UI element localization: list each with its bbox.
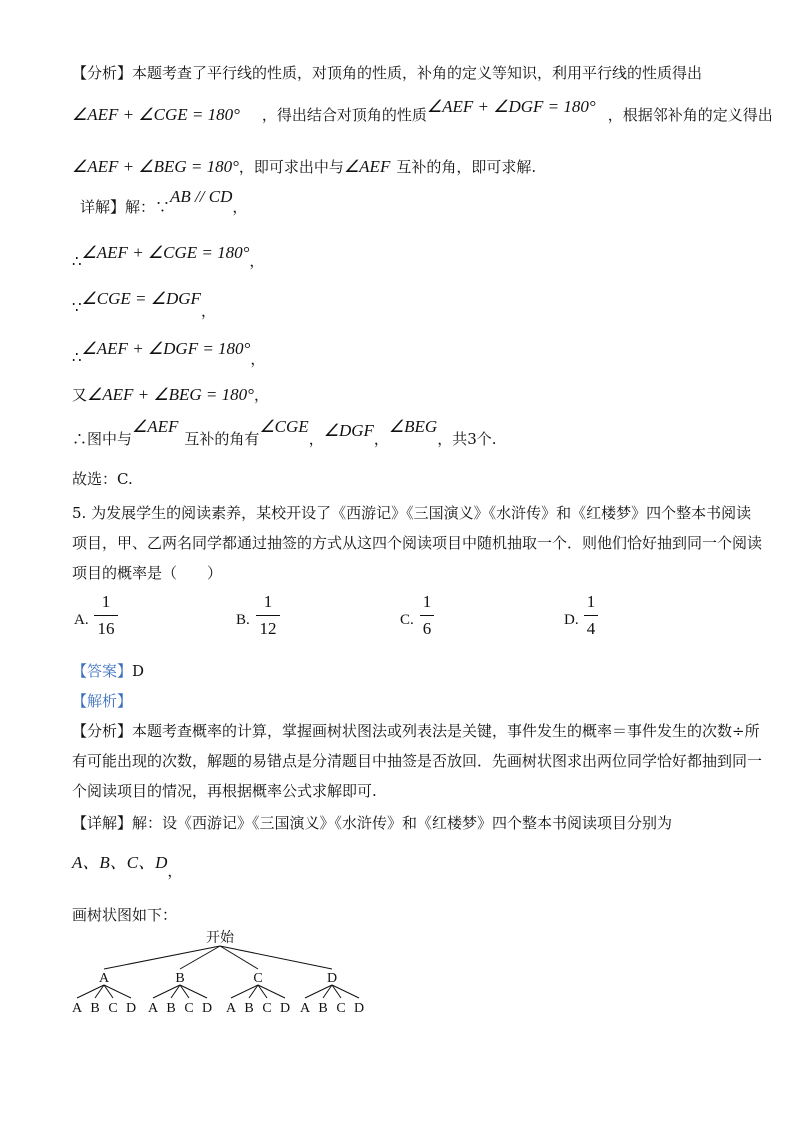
option-b-den: 12 <box>259 619 277 638</box>
step1-equation: ∠AEF + ∠CGE = 180° <box>81 243 250 262</box>
analysis-text-mid1: ，得出结合对顶角的性质 <box>261 106 427 124</box>
tree-leaf-b-c: C <box>184 1001 194 1016</box>
analysis-text-tail3a: ，即可求出中与 <box>238 158 344 176</box>
detail-step-2 <box>72 288 216 320</box>
option-d-label[interactable]: D. <box>564 612 579 628</box>
fraction-bar <box>256 615 280 616</box>
option-c-fraction[interactable] <box>420 592 434 639</box>
tree-leaf-a-b: B <box>90 1001 100 1016</box>
tree-leaf-d-d: D <box>353 1001 365 1016</box>
option-c-num: 1 <box>422 592 432 611</box>
tree-root-label: 开始 <box>206 931 234 946</box>
detail-step-1 <box>72 242 265 270</box>
equation-aef-dgf: ∠AEF + ∠DGF = 180° <box>426 97 596 116</box>
q5-line-3: 项目的概率是（ ） <box>72 564 223 582</box>
step3-comma: ， <box>250 350 266 368</box>
q5-analysis-line-2: 有可能出现的次数，解题的易错点是分清题目中抽签是否放回．先画树状图求出两位同学恰好都抽到同一 <box>72 752 763 770</box>
tree-leaf-d-a: A <box>299 1001 311 1016</box>
tree-leaf-b-d: D <box>201 1001 213 1016</box>
tree-branch-b <box>180 946 220 969</box>
answer-line <box>72 660 144 682</box>
analysis-line-2 <box>72 97 773 126</box>
choice-answer-c: 故选：C. <box>72 470 133 488</box>
step5-angle-dgf: ∠DGF <box>323 421 374 440</box>
step2-comma: ， <box>200 302 216 320</box>
tree-leaf-a-d: D <box>125 1001 137 1016</box>
option-b-fraction[interactable] <box>256 592 280 639</box>
option-d-fraction[interactable] <box>584 592 598 639</box>
jiexi-tag: 【解析】 <box>72 692 133 710</box>
fraction-bar <box>584 615 598 616</box>
tree-node-b: B <box>175 971 185 986</box>
option-a-den: 16 <box>97 619 115 638</box>
tree-node-d: D <box>326 971 338 986</box>
option-a-num: 1 <box>101 592 111 611</box>
tree-leaf-b-b: B <box>166 1001 176 1016</box>
equation-aef-beg: ∠AEF + ∠BEG = 180° <box>72 157 239 176</box>
analysis-text-tail3b: 互补的角，即可求解. <box>396 158 537 176</box>
step3-equation: ∠AEF + ∠DGF = 180° <box>81 339 251 358</box>
detail-label: 详解】解：∵ <box>80 198 171 216</box>
step5-angle-beg: ∠BEG <box>388 417 438 436</box>
detail-step-4 <box>72 384 269 406</box>
fraction-bar <box>94 615 118 616</box>
detail-step-3 <box>72 338 266 368</box>
therefore-symbol: ∴ <box>72 252 82 270</box>
tree-leaf-d-b: B <box>318 1001 328 1016</box>
step5-prefix: ∴图中与 <box>72 430 133 448</box>
option-c-label[interactable]: C. <box>400 612 414 628</box>
because-symbol: ∵ <box>72 298 82 316</box>
q5-detail-line: 【详解】解：设《西游记》《三国演义》《水浒传》和《红楼梦》四个整本书阅读项目分别为 <box>72 814 673 832</box>
option-a-fraction[interactable] <box>94 592 118 639</box>
option-b-num: 1 <box>263 592 273 611</box>
tree-root-group <box>72 930 364 1016</box>
tree-diagram <box>60 926 380 1018</box>
detail-line-1 <box>80 187 248 218</box>
q5-analysis-line-1: 【分析】本题考查概率的计算，掌握画树状图法或列表法是关键，事件发生的概率＝事件发生的次数÷所 <box>72 722 760 740</box>
tree-leaf-d-c: C <box>336 1001 346 1016</box>
step1-comma: ， <box>249 252 265 270</box>
answer-value: D <box>132 662 145 680</box>
analysis-text-mid2: ，根据邻补角的定义得出 <box>607 106 773 124</box>
option-d-num: 1 <box>586 592 596 611</box>
analysis-line-1: 【分析】本题考查了平行线的性质，对顶角的性质，补角的定义等知识，利用平行线的性质得出 <box>72 64 703 82</box>
ab-parallel-cd: AB // CD <box>170 187 233 206</box>
tree-branch-d <box>220 946 332 969</box>
q5-analysis-line-3: 个阅读项目的情况，再根据概率公式求解即可. <box>72 782 377 800</box>
letters-abcd: A、B、C、D <box>72 853 168 872</box>
step5-angle-aef: ∠AEF <box>132 417 179 436</box>
step5-mid: 互补的角有 <box>184 430 260 448</box>
equation-aef-cge: ∠AEF + ∠CGE = 180° <box>72 105 240 124</box>
letters-line <box>72 852 183 880</box>
step5-tail: ，共3个. <box>437 430 497 448</box>
detail-comma: ， <box>232 198 248 216</box>
tree-leaf-a-a: A <box>71 1001 83 1016</box>
step4-equation: ∠AEF + ∠BEG = 180° <box>87 385 254 404</box>
tree-intro: 画树状图如下： <box>72 906 178 924</box>
tree-leaf-c-c: C <box>262 1001 272 1016</box>
step5-angle-cge: ∠CGE <box>259 417 309 436</box>
step2-equation: ∠CGE = ∠DGF <box>81 289 201 308</box>
letters-comma: ， <box>167 862 183 880</box>
option-a-label[interactable]: A. <box>74 612 89 628</box>
answer-tag: 【答案】 <box>72 662 133 680</box>
tree-node-c: C <box>253 971 263 986</box>
therefore-symbol-2: ∴ <box>72 348 82 366</box>
step4-comma: ， <box>253 386 269 404</box>
option-c-den: 6 <box>422 619 432 638</box>
option-d-den: 4 <box>586 619 596 638</box>
tree-leaf-b-a: A <box>147 1001 159 1016</box>
tree-leaf-a-c: C <box>108 1001 118 1016</box>
option-b-label[interactable]: B. <box>236 612 250 628</box>
q5-line-2: 项目，甲、乙两名同学都通过抽签的方式从这四个阅读项目中随机抽取一个．则他们恰好抽到同一个阅读 <box>72 534 763 552</box>
tree-branch-a <box>104 946 220 969</box>
analysis-line-3 <box>72 156 536 178</box>
tree-node-a: A <box>98 971 110 986</box>
tree-leaf-c-d: D <box>279 1001 291 1016</box>
detail-step-5 <box>72 417 497 448</box>
fraction-bar <box>420 615 434 616</box>
q5-line-1: 5. 为发展学生的阅读素养，某校开设了《西游记》《三国演义》《水浒传》和《红楼梦》四个整本书阅读 <box>72 504 752 522</box>
step5-sep2: ， <box>373 430 389 448</box>
step5-sep1: ， <box>308 430 324 448</box>
angle-aef: ∠AEF <box>343 157 391 176</box>
step4-prefix: 又 <box>72 386 88 404</box>
tree-leaf-c-a: A <box>225 1001 237 1016</box>
tree-leaf-c-b: B <box>244 1001 254 1016</box>
